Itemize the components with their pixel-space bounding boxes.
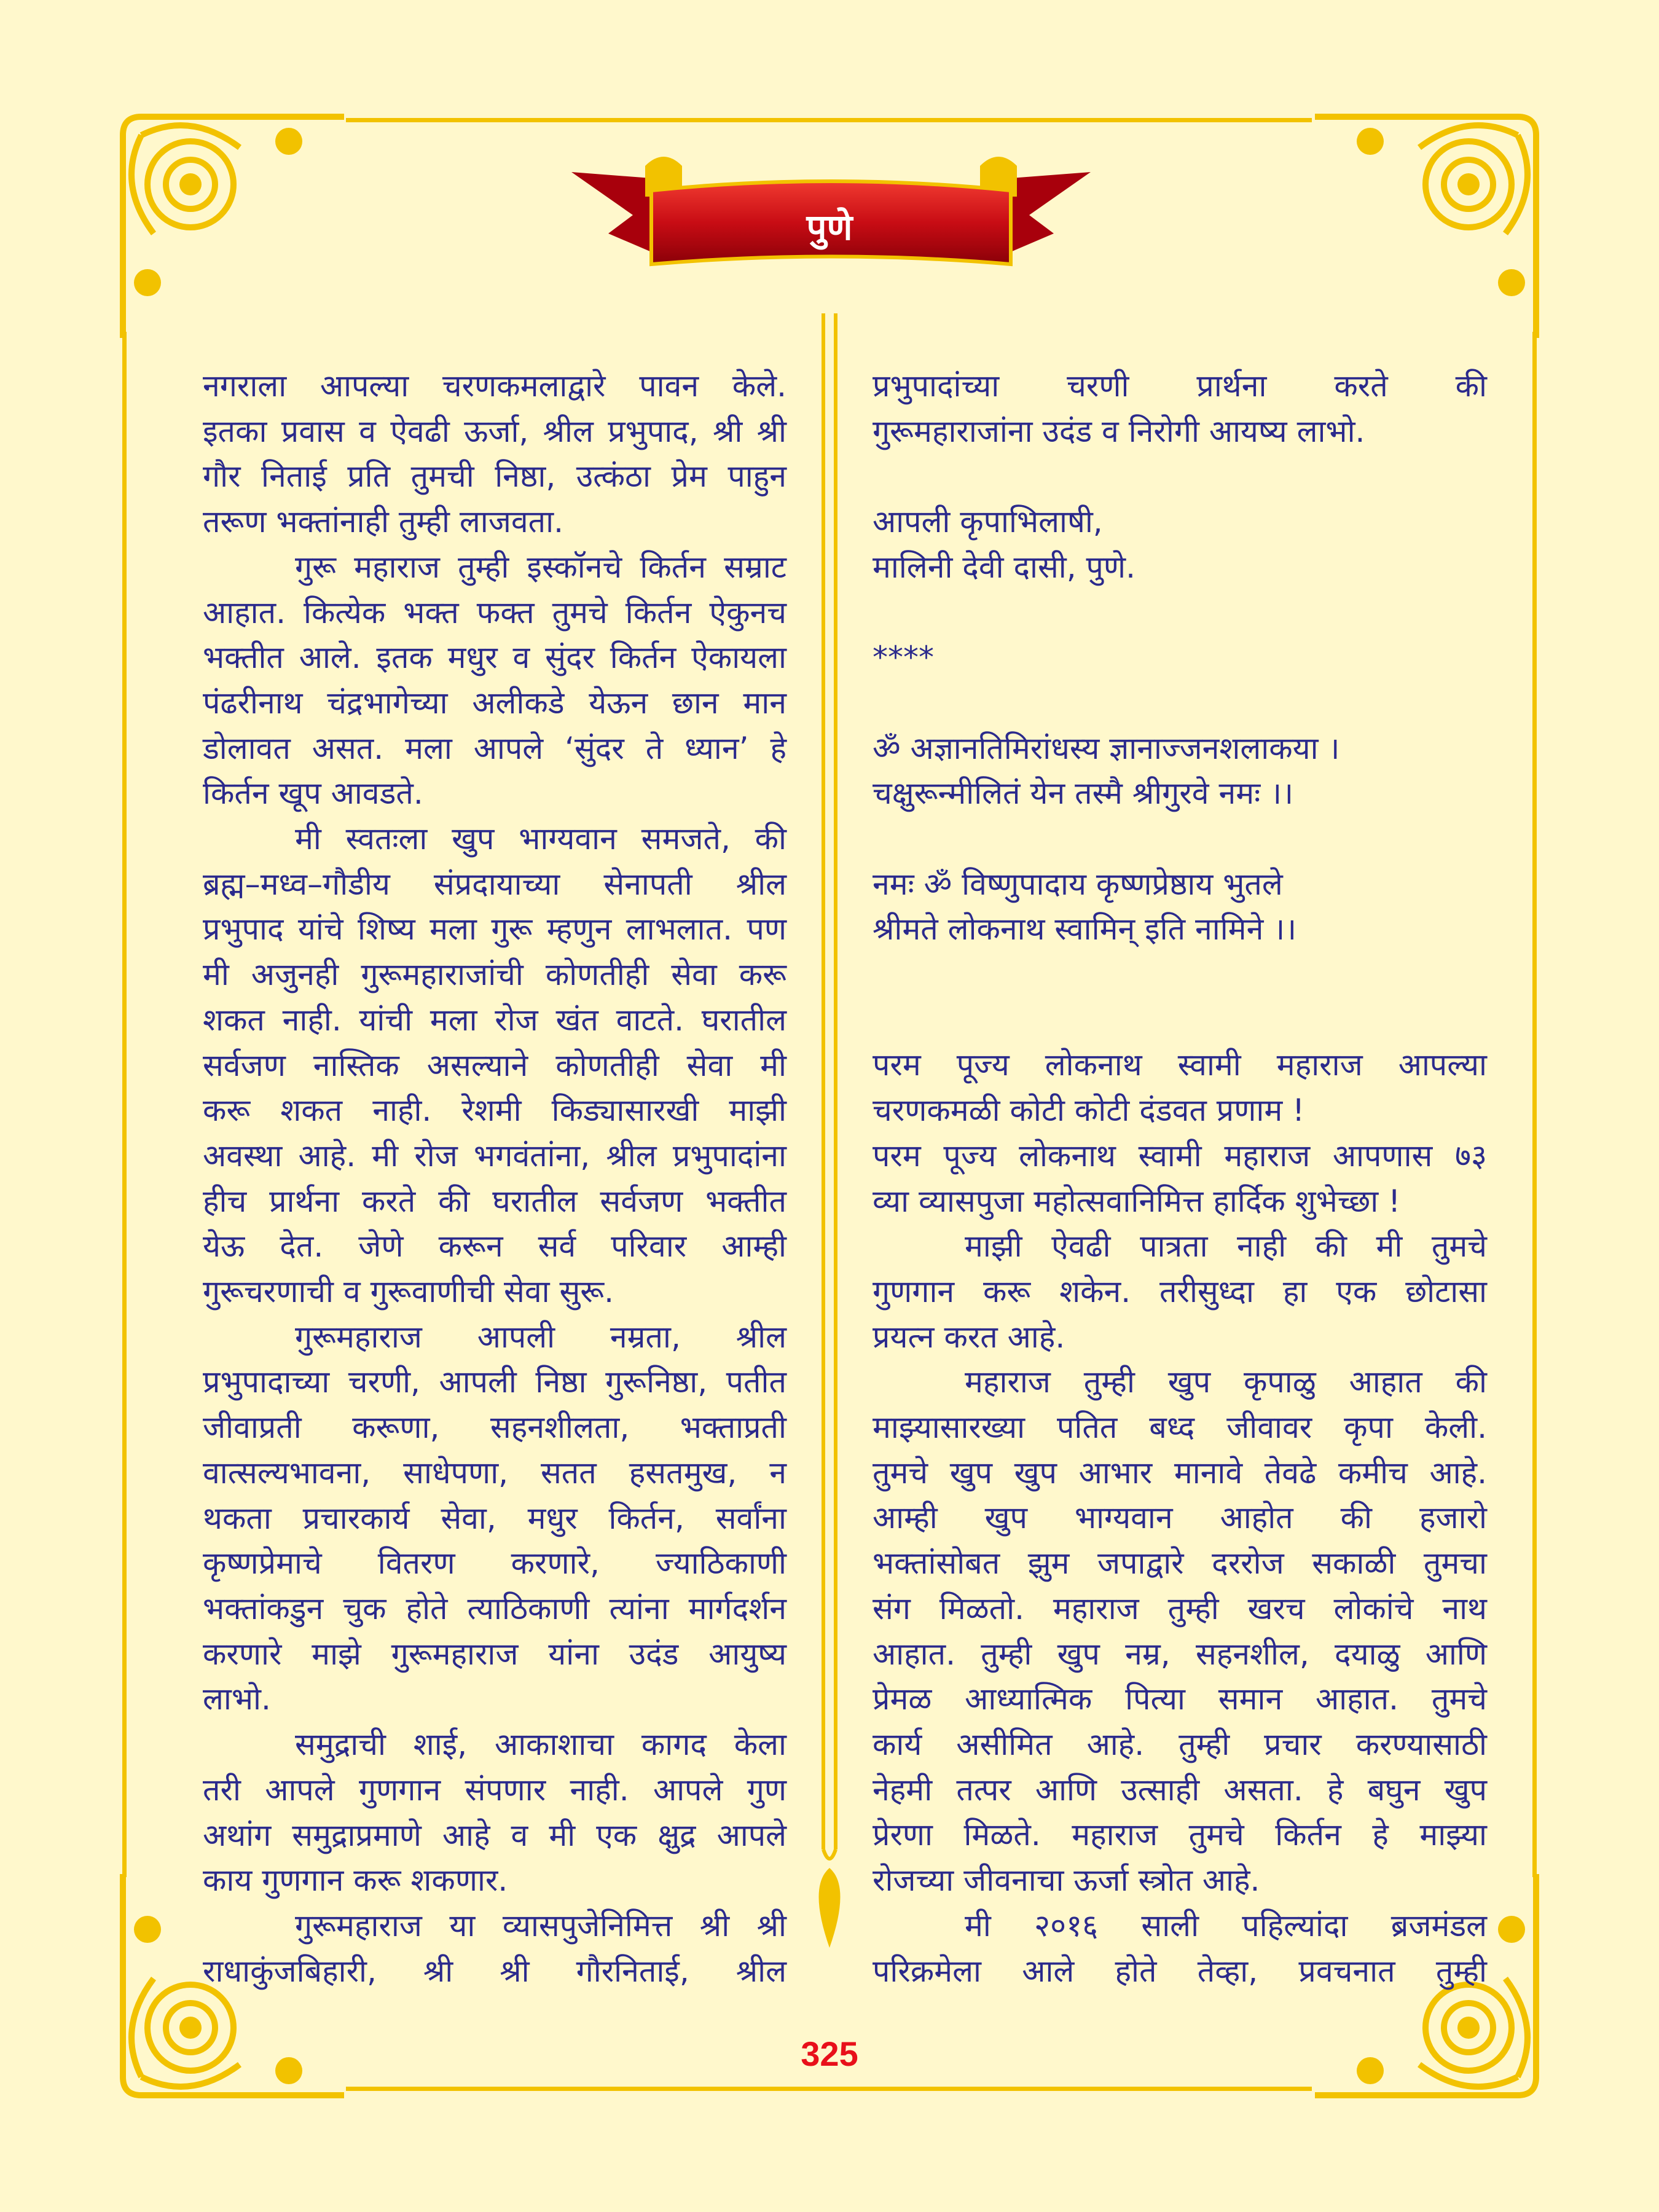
text-line: इतका प्रवास व ऐवढी ऊर्जा, श्रील प्रभुपाद, श्री श्री [203,413,786,449]
text-line: भक्तांकडुन चुक होते त्याठिकाणी त्यांना मार्गदर्शन [203,1590,786,1626]
text-line: सर्वजण नास्तिक असल्याने कोणतीही सेवा मी [203,1047,786,1083]
text-line: ॐ अज्ञानतिमिरांधस्य ज्ञानाज्जनशलाकया । [873,730,1340,766]
frame-right-line [1532,332,1537,1877]
corner-ornament-top-left [104,98,363,356]
text-line: मी २०१६ साली पहिल्यांदा ब्रजमंडल [965,1907,1487,1943]
blank-line [873,454,1487,500]
text-line: परम पूज्य लोकनाथ स्वामी महाराज आपल्या [873,1047,1487,1083]
page-title: पुणे [806,206,853,248]
text-line: नगराला आपल्या चरणकमलाद्वारे पावन केले. [203,368,786,404]
text-line: प्रेरणा मिळते. महाराज तुमचे किर्तन हे माझ्या [873,1817,1487,1853]
text-line: गुरूमहाराज आपली नम्रता, श्रील [295,1319,786,1355]
text-line: राधाकुंजबिहारी, श्री श्री गौरनिताई, श्रील [203,1953,786,1989]
text-line: आम्ही खुप भाग्यवान आहोत की हजारो [873,1500,1487,1536]
text-line: महाराज तुम्ही खुप कृपाळु आहात की [965,1364,1487,1400]
text-line: परिक्रमेला आले होते तेव्हा, प्रवचनात तुम्ही [873,1953,1487,1989]
text-line: करू शकत नाही. रेशमी किड्यासारखी माझी [203,1092,786,1129]
text-line: चरणकमळी कोटी कोटी दंडवत प्रणाम ! [873,1092,1305,1129]
text-line: प्रेमळ आध्यात्मिक पित्या समान आहात. तुमचे [873,1681,1487,1717]
text-line: किर्तन खूप आवडते. [203,775,423,812]
text-line: जीवाप्रती करूणा, सहनशीलता, भक्ताप्रती [203,1410,786,1446]
text-line: प्रभुपादांच्या चरणी प्रार्थना करते की [873,368,1487,404]
text-line: प्रभुपाद यांचे शिष्य मला गुरू म्हणुन लाभलात. पण [203,911,786,947]
text-line: तरूण भक्तांनाही तुम्ही लाजवता. [203,504,563,540]
text-line: पंढरीनाथ चंद्रभागेच्या अलीकडे येऊन छान मान [203,684,786,721]
frame-bottom-line [346,2087,1312,2091]
frame-top-line [346,118,1312,122]
text-line: भक्तीत आले. इतक मधुर व सुंदर किर्तन ऐकायला [203,640,786,676]
text-line: समुद्राची शाई, आकाशाचा कागद केला [295,1727,786,1763]
text-line: थकता प्रचारकार्य सेवा, मधुर किर्तन, सर्वांना [203,1500,786,1536]
text-line: प्रभुपादाच्या चरणी, आपली निष्ठा गुरूनिष्ठा, पतीत [203,1364,786,1400]
text-line: नमः ॐ विष्णुपादाय कृष्णप्रेष्ठाय भुतले [873,866,1283,902]
frame-left-line [122,332,127,1877]
column-divider [805,313,854,1960]
right-column [873,364,1487,1994]
text-line: मी स्वतःला खुप भाग्यवान समजते, की [295,821,786,857]
text-line: शकत नाही. यांची मला रोज खंत वाटते. घरातील [203,1002,786,1038]
blank-line [873,590,1487,636]
text-line: काय गुणगान करू शकणार. [203,1862,508,1899]
text-line: आहात. तुम्ही खुप नम्र, सहनशील, दयाळु आणि [873,1636,1487,1672]
text-line: गुणगान करू शकेन. तरीसुध्दा हा एक छोटासा [873,1273,1487,1309]
text-line: रोजच्या जीवनाचा ऊर्जा स्त्रोत आहे. [873,1862,1260,1899]
text-line: संग मिळतो. महाराज तुम्ही खरच लोकांचे नाथ [873,1590,1487,1626]
text-line: श्रीमते लोकनाथ स्वामिन् इति नामिने ।। [873,911,1297,947]
text-line: आपली कृपाभिलाषी, [873,504,1103,540]
text-line: कृष्णप्रेमाचे वितरण करणारे, ज्याठिकाणी [203,1545,786,1582]
text-line: परम पूज्य लोकनाथ स्वामी महाराज आपणास ७३ [873,1137,1487,1174]
text-line: आहात. कित्येक भक्त फक्त तुमचे किर्तन ऐकुनच [203,594,786,630]
text-line: हीच प्रार्थना करते की घरातील सर्वजण भक्तीत [203,1183,786,1219]
text-line: तुमचे खुप खुप आभार मानावे तेवढे कमीच आहे. [873,1454,1487,1491]
text-line: तरी आपले गुणगान संपणार नाही. आपले गुण [203,1771,786,1808]
text-line: मी अजुनही गुरूमहाराजांची कोणतीही सेवा करू [203,957,786,993]
left-column [203,364,786,1994]
text-line: कार्य असीमित आहे. तुम्ही प्रचार करण्यासाठी [873,1727,1487,1762]
text-line: माझी ऐवढी पात्रता नाही की मी तुमचे [965,1228,1487,1265]
text-line: गुरूमहाराजांना उदंड व निरोगी आयष्य लाभो. [873,413,1365,449]
text-line: चक्षुरून्मीलितं येन तस्मै श्रीगुरवे नमः ।। [873,775,1294,812]
blank-line [873,952,1487,998]
text-line: भक्तांसोबत झुम जपाद्वारे दररोज सकाळी तुमचा [873,1545,1487,1582]
text-line: गौर निताई प्रति तुमची निष्ठा, उत्कंठा प्रेम पाहुन [203,458,786,495]
text-line: प्रयत्न करत आहे. [873,1319,1065,1355]
text-line: लाभो. [203,1681,271,1717]
text-line: वात्सल्यभावना, साधेपणा, सतत हसतमुख, न [203,1454,786,1491]
text-line: येऊ देत. जेणे करून सर्व परिवार आम्ही [203,1228,786,1265]
text-line: गुरूमहाराज या व्यासपुजेनिमित्त श्री श्री [295,1907,786,1943]
text-line: गुरू महाराज तुम्ही इस्कॉनचे किर्तन सम्राट [295,549,786,585]
text-line: माझ्यासारख्या पतित बध्द जीवावर कृपा केली. [873,1410,1487,1446]
blank-line [873,681,1487,726]
text-line: अवस्था आहे. मी रोज भगवंतांना, श्रील प्रभुपादांना [203,1137,786,1174]
text-line: डोलावत असत. मला आपले ‘सुंदर ते ध्यान’ हे [203,730,786,766]
text-line: **** [873,640,934,676]
text-line: करणारे माझे गुरूमहाराज यांना उदंड आयुष्य [203,1636,786,1672]
page-number: 325 [801,2034,858,2073]
text-line: व्या व्यासपुजा महोत्सवानिमित्त हार्दिक शुभेच्छा ! [873,1183,1401,1219]
text-line: नेहमी तत्पर आणि उत्साही असता. हे बघुन खुप [873,1771,1487,1808]
corner-ornament-top-right [1296,98,1555,356]
text-line: मालिनी देवी दासी, पुणे. [873,549,1135,585]
blank-line [873,998,1487,1043]
blank-line [873,817,1487,862]
text-line: अथांग समुद्राप्रमाणे आहे व मी एक क्षुद्र आपले [203,1817,786,1853]
text-line: ब्रह्म–मध्व–गौडीय संप्रदायाच्या सेनापती श्रील [203,866,786,902]
text-line: गुरूचरणाची व गुरूवाणीची सेवा सुरू. [203,1274,614,1310]
